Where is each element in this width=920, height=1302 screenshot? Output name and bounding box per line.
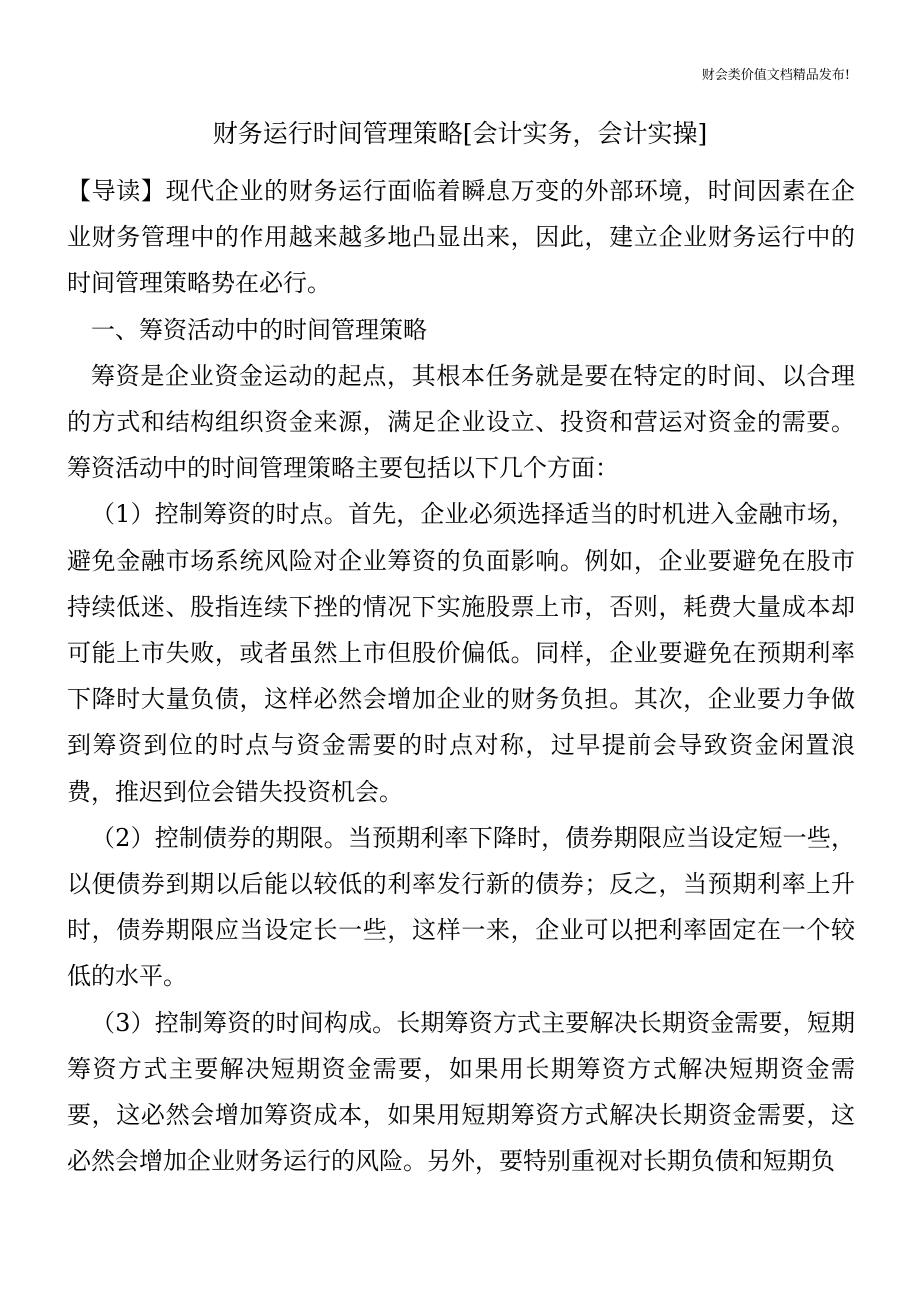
section-heading: 一、筹资活动中的时间管理策略 xyxy=(91,315,427,344)
body-paragraph: （2）控制债券的期限。当预期利率下降时，债券期限应当设定短一些，以便债券到期以后能以较低的利率发行新的债券；反之，当预期利率上升时，债券期限应当设定长一些，这样一来，企业可以把利率固定在一个较低的水平。 xyxy=(67,823,855,991)
body-paragraph: 筹资是企业资金运动的起点，其根本任务就是要在特定的时间、以合理的方式和结构组织资金来源，满足企业设立、投资和营运对资金的需要。筹资活动中的时间管理策略主要包括以下几个方面： xyxy=(67,361,855,483)
document-title: 财务运行时间管理策略[会计实务，会计实操] xyxy=(212,119,708,148)
body-paragraph: （1）控制筹资的时点。首先，企业必须选择适当的时机进入金融市场，避免金融市场系统风险对企业筹资的负面影响。例如，企业要避免在股市持续低迷、股指连续下挫的情况下实施股票上市，否则，耗费大量成本却可能上市失败，或者虽然上市但股价偏低。同样，企业要避免在预期利率下降时大量负债，这样必然会增加企业的财务负担。其次，企业要力争做到筹资到位的时点与资金需要的时点对称，过早提前会导致资金闲置浪费，推迟到位会错失投资机会。 xyxy=(67,500,855,806)
header-note: 财会类价值文档精品发布! xyxy=(701,68,850,83)
body-paragraph: （3）控制筹资的时间构成。长期筹资方式主要解决长期资金需要，短期筹资方式主要解决短期资金需要，如果用长期筹资方式解决短期资金需要，这必然会增加筹资成本，如果用短期筹资方式解决长期资金需要，这必然会增加企业财务运行的风险。另外，要特别重视对长期负债和短期负 xyxy=(67,1008,855,1176)
intro-paragraph: 【导读】现代企业的财务运行面临着瞬息万变的外部环境，时间因素在企业财务管理中的作用越来越多地凸显出来，因此，建立企业财务运行中的时间管理策略势在必行。 xyxy=(67,177,855,298)
document-body xyxy=(67,168,855,1184)
